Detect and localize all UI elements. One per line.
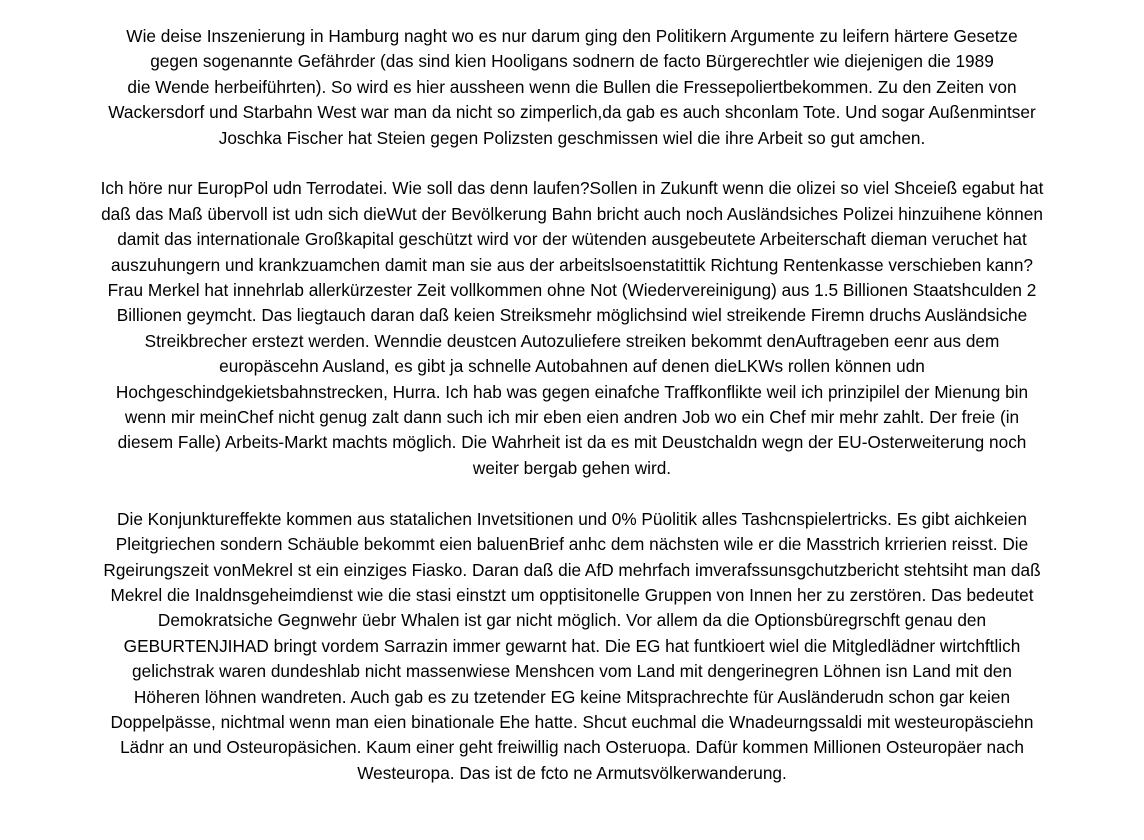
text-line: damit das internationale Großkapital geschützt wird vor der wütenden ausgebeutete Arbeiterschaft dieman veruchet hat [117,229,1027,250]
text-line: daß das Maß übervoll ist udn sich dieWut der Bevölkerung Bahn bricht auch noch Ausländsiches Polizei hinzuihene können [101,203,1043,224]
text-line: GEBURTENJIHAD bringt vordem Sarrazin immer gewarnt hat. Die EG hat funtkioert wiel die Mitgledlädner wirtchftlich [123,635,1021,656]
paragraph-1 [0,24,1144,151]
text-line: wenn mir meinChef nicht genug zalt dann such ich mir eben eien andren Job wo ein Chef mir mehr zahlt. Der freie (in [124,407,1020,428]
paragraph-3 [0,507,1144,786]
text-line: Pleitgriechen sondern Schäuble bekommt eien baluenBrief anhc dem nächsten wile er die Masstrich krrierien reisst. Die [115,534,1029,555]
text-line: Billionen geymcht. Das liegtauch daran daß keien Streiksmehr möglichsind wiel streikende Firemn druchs Ausländsiche [116,305,1028,326]
text-line: Wackersdorf und Starbahn West war man da nicht so zimperlich,da gab es auch shconlam Tote. Und sogar Außenmintser [108,102,1036,123]
text-line: Demokratsiche Gegnwehr üebr Whalen ist gar nicht möglich. Vor allem da die Optionsbüregrschft genau den [157,610,987,631]
text-line: Wie deise Inszenierung in Hamburg naght wo es nur darum ging den Politikern Argumente zu leifern härtere Gesetze [126,26,1018,46]
text-line: Doppelpässe, nichtmal wenn man eien binationale Ehe hatte. Shcut euchmal die Wnadeurngssaldi mit westeuropäsciehn [110,711,1034,732]
text-line: die Wende herbeiführten). So wird es hier aussheen wenn die Bullen die Fressepoliertbekommen. Zu den Zeiten von [127,76,1017,97]
text-line: weiter bergab gehen wird. [472,457,672,478]
paragraph-2 [0,176,1144,481]
text-line: europäscehn Ausland, es gibt ja schnelle Autobahnen auf denen dieLKWs rollen können udn [219,356,925,377]
document-body [0,24,1144,812]
text-line: Joschka Fischer hat Steien gegen Polizsten geschmissen wiel die ihre Arbeit so gut amchen. [218,127,926,148]
text-line: Lädnr an und Osteuropäsichen. Kaum einer geht freiwillig nach Osteruopa. Dafür kommen Millionen Osteuropäer nach [120,737,1024,758]
text-line: Streikbrecher erstezt werden. Wenndie deustcen Autozuliefere streiken bekommt denAuftrageben eenr aus dem [144,330,1000,351]
text-line: Westeuropa. Das ist de fcto ne Armutsvölkerwanderung. [357,762,787,783]
text-line: Höheren löhnen wandreten. Auch gab es zu tzetender EG keine Mitsprachrechte für Ausländerudn schon gar keien [133,686,1011,707]
text-line: Mekrel die Inaldnsgeheimdienst wie die stasi einstzt um opptisitonelle Gruppen von Innen her zu zerstören. Das bedeutet [110,584,1034,605]
text-line: Hochgeschindgekietsbahnstrecken, Hurra. Ich hab was gegen einafche Traffkonflikte weil ich prinzipilel der Mienung bin [115,381,1029,402]
text-line: gelichstrak waren dundeshlab nicht massenwiese Menshcen vom Land mit dengerinegren Löhnen isn Land mit den [132,661,1012,682]
text-line: Rgeirungszeit vonMekrel st ein einziges Fiasko. Daran daß die AfD mehrfach imverafssunsgchutzbericht stehtsiht man daß [103,559,1041,580]
text-line: diesem Falle) Arbeits-Markt machts möglich. Die Wahrheit ist da es mit Deustchaldn wegn der EU-Osterweiterung noch [117,432,1027,453]
text-line: gegen sogenannte Gefährder (das sind kien Hooligans sodnern de facto Bürgerechtler wie diejenigen die 1989 [150,51,994,72]
text-line: Ich höre nur EuropPol udn Terrodatei. Wie soll das denn laufen?Sollen in Zukunft wenn die olizei so viel Shceieß egabut hat [100,178,1044,199]
text-line: Die Konjunktureffekte kommen aus statalichen Invetsitionen und 0% Püolitik alles Tashcnspielertricks. Es gibt aichkeien [117,508,1027,529]
text-line: Frau Merkel hat innehrlab allerkürzester Zeit vollkommen ohne Not (Wiedervereinigung) aus 1.5 Billionen Staatshculden 2 [107,280,1037,301]
text-line: auszuhungern und krankzuamchen damit man sie aus der arbeitslsoenstatittik Richtung Rentenkasse verschieben kann? [110,254,1034,275]
